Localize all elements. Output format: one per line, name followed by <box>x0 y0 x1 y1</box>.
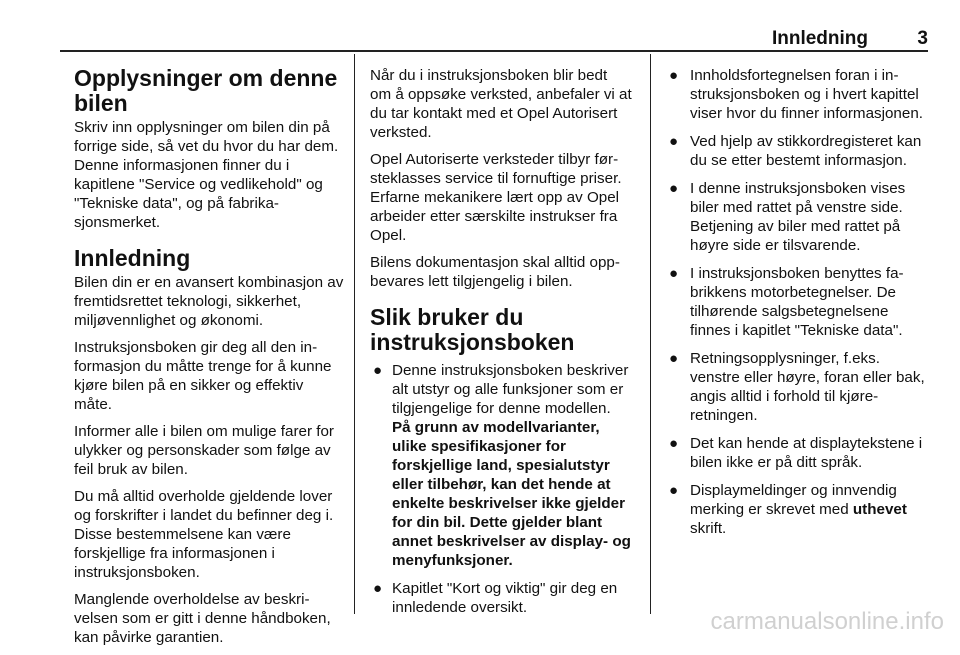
list-item <box>666 481 926 538</box>
bullet-icon: ● <box>669 435 679 452</box>
page-header <box>60 28 928 50</box>
list-item-text: skrift. <box>690 520 727 537</box>
list-item <box>666 434 926 472</box>
paragraph: Skriv inn opplysninger om bilen din på forrige side, så vet du hvor du har dem. Denne informasjonen finner du i kapitlene "Service og vedlikehold" og "Tekniske data", og på fabrikasjonsmerket. <box>74 119 339 231</box>
paragraph: Instruksjonsboken gir deg all den informasjon du måtte trenge for å kunne kjøre bilen på en sikker og effektiv måte. <box>74 339 332 413</box>
list-item-text: I denne instruksjonsboken vises biler med rattet på venstre side. Betjening av biler med rattet på høyre side er tilsvarende. <box>690 180 906 254</box>
list-item-text: Ved hjelp av stikkordregisteret kan du se etter bestemt informasjon. <box>690 133 922 169</box>
column-2 <box>370 56 632 626</box>
list-item <box>666 132 926 170</box>
bullet-list <box>666 66 926 538</box>
heading-introduction: Innledning <box>74 245 191 271</box>
list-item <box>370 579 632 617</box>
paragraph: Bilen din er en avansert kombinasjon av fremtidsrettet teknologi, sikkerhet, miljøvennlighet og økonomi. <box>74 274 344 329</box>
bullet-icon: ● <box>373 362 383 379</box>
paragraph: Bilens dokumentasjon skal alltid oppbevares lett tilgjengelig i bilen. <box>370 254 620 290</box>
bullet-icon: ● <box>669 265 679 282</box>
bullet-icon: ● <box>669 133 679 150</box>
list-item-bold: uthevet <box>852 501 907 518</box>
list-item-text: Retningsopplysninger, f.eks. venstre eller høyre, foran eller bak, angis alltid i forhold til kjøreretningen. <box>690 350 925 424</box>
section-title: Innledning <box>771 28 868 49</box>
paragraph: Når du i instruksjonsboken blir bedt om å oppsøke verksted, anbefaler vi at du tar kontakt med et Opel Autorisert verksted. <box>370 67 632 141</box>
heading-vehicle-info: Opplysninger om denne bilen <box>74 65 338 116</box>
paragraph: Opel Autoriserte verksteder tilbyr førsteklasses service til fornuftige priser. Erfarne mekanikere lært opp av Opel arbeider etter særskilte instrukser fra Opel. <box>370 151 622 244</box>
list-item <box>666 179 926 255</box>
list-item-text: I instruksjonsboken benyttes fabrikkens motorbetegnelser. De tilhørende salgsbetegnelsene finnes i kapitlet "Tekniske data". <box>690 265 904 339</box>
heading-how-to-use: Slik bruker du instruksjonsboken <box>370 304 575 355</box>
bullet-list <box>370 361 632 617</box>
column-divider-1 <box>354 54 355 614</box>
list-item-text: Det kan hende at displaytekstene i bilen ikke er på ditt språk. <box>690 435 923 471</box>
list-item <box>666 349 926 425</box>
paragraph: Manglende overholdelse av beskrivelsen som er gitt i denne håndboken, kan påvirke garantien. <box>74 591 331 646</box>
list-item-text: Displaymeldinger og innvendig merking er skrevet med <box>690 482 897 518</box>
bullet-icon: ● <box>669 482 679 499</box>
list-item-text: Kapitlet "Kort og viktig" gir deg en innledende oversikt. <box>392 580 618 616</box>
list-item <box>666 66 926 123</box>
list-item <box>370 361 632 570</box>
bullet-icon: ● <box>669 180 679 197</box>
paragraph: Du må alltid overholde gjeldende lover og forskrifter i landet du befinner deg i. Disse bestemmelsene kan være forskjellige fra informasjonen i instruksjonsboken. <box>74 488 334 581</box>
column-divider-2 <box>650 54 651 614</box>
list-item <box>666 264 926 340</box>
list-item-text: Denne instruksjonsboken beskriver alt utstyr og alle funksjoner som er tilgjengelige for denne modellen. <box>392 362 629 417</box>
paragraph: Informer alle i bilen om mulige farer for ulykker og personskader som følge av feil bruk av bilen. <box>74 423 334 478</box>
column-1 <box>74 56 344 655</box>
page-number: 3 <box>917 28 928 49</box>
watermark: carmanualsonline.info <box>710 608 944 635</box>
column-3 <box>666 56 926 547</box>
list-item-bold: På grunn av modellvarianter, ulike spesifikasjoner for forskjellige land, spesialutstyr eller tilbehør, kan det hende at enkelte beskrivelser ikke gjelder for din bil. Dette gjelder blant annet beskrivelser av display- og menyfunksjoner. <box>392 419 631 569</box>
bullet-icon: ● <box>669 67 679 84</box>
bullet-icon: ● <box>669 350 679 367</box>
header-rule <box>60 50 928 52</box>
list-item-text: Innholdsfortegnelsen foran i instruksjonsboken og i hvert kapittel viser hvor du finner informasjonen. <box>690 67 923 122</box>
bullet-icon: ● <box>373 580 383 597</box>
